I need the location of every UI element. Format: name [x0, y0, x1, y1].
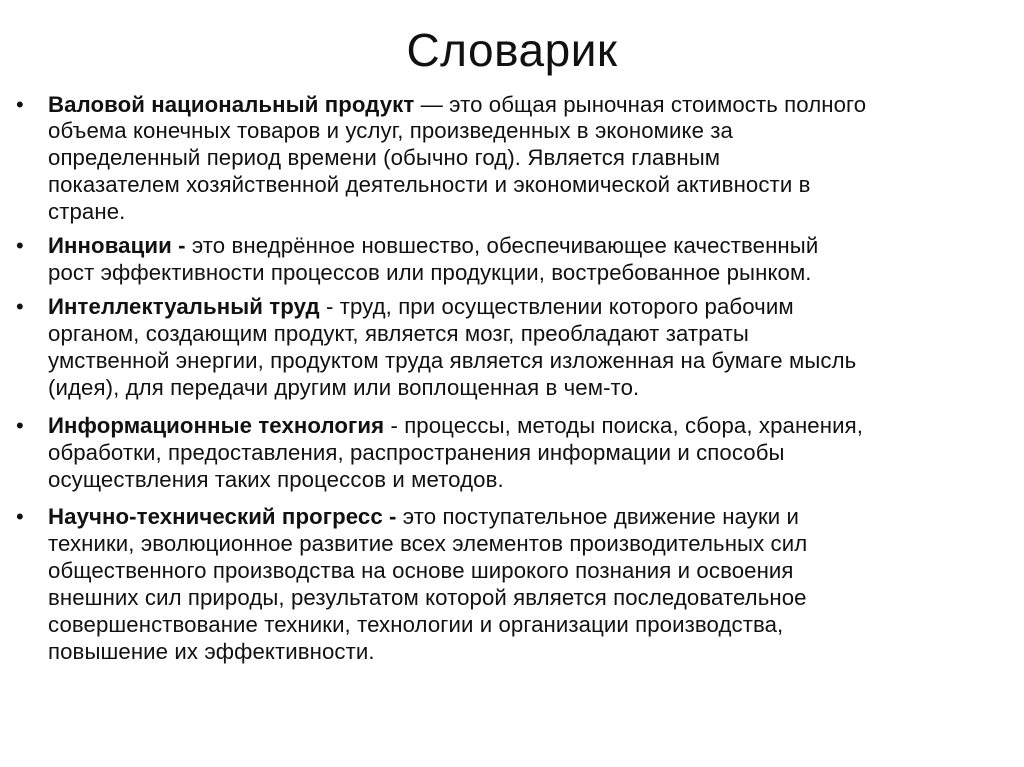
definition-line: общественного производства на основе широкого познания и освоения — [48, 558, 794, 583]
definition-line: стране. — [48, 199, 126, 224]
definition-line: обработки, предоставления, распространения информации и способы — [48, 440, 785, 465]
item-first-line — [48, 293, 794, 320]
bullet-icon: • — [16, 294, 24, 319]
bullet-icon: • — [16, 92, 24, 117]
definition-line: рост эффективности процессов или продукции, востребованное рынком. — [48, 260, 812, 285]
slide-title: Словарик — [406, 24, 618, 76]
definition-line: совершенствование техники, технологии и организации производства, — [48, 612, 784, 637]
item-first-line — [48, 503, 799, 530]
glossary-term: Информационные технология — [48, 413, 385, 438]
definition-line: определенный период времени (обычно год). Является главным — [48, 145, 721, 170]
glossary-term: Интеллектуальный труд — [48, 294, 320, 319]
item-first-line — [48, 91, 866, 118]
definition-line: техники, эволюционное развитие всех элементов производительных сил — [48, 531, 808, 556]
definition-line: (идея), для передачи другим или воплощенная в чем-то. — [48, 375, 640, 400]
bullet-icon: • — [16, 233, 24, 258]
definition-line: повышение их эффективности. — [48, 639, 375, 664]
definition-line: органом, создающим продукт, является мозг, преобладают затраты — [48, 321, 749, 346]
glossary-term: Инновации - — [48, 233, 186, 258]
glossary-term: Валовой национальный продукт — [48, 92, 415, 117]
bullet-icon: • — [16, 413, 24, 438]
bullet-icon: • — [16, 504, 24, 529]
definition-line: внешних сил природы, результатом которой является последовательное — [48, 585, 807, 610]
definition-line: объема конечных товаров и услуг, произведенных в экономике за — [48, 118, 733, 143]
definition-line: умственной энергии, продуктом труда является изложенная на бумаге мысль — [48, 348, 857, 373]
definition-text: - процессы, методы поиска, сбора, хранения, — [390, 413, 863, 438]
term-separator: — — [414, 92, 450, 117]
definition-text: - труд, при осуществлении которого рабочим — [325, 294, 794, 319]
item-first-line — [48, 232, 818, 259]
definition-text: это общая рыночная стоимость полного — [449, 92, 867, 117]
definition-text: это поступательное движение науки и — [402, 504, 800, 529]
definition-line: показателем хозяйственной деятельности и экономической активности в — [48, 172, 811, 197]
item-first-line — [48, 412, 863, 439]
glossary-term: Научно-технический прогресс - — [48, 504, 397, 529]
definition-line: осуществления таких процессов и методов. — [48, 467, 504, 492]
definition-text: это внедрённое новшество, обеспечивающее качественный — [191, 233, 819, 258]
